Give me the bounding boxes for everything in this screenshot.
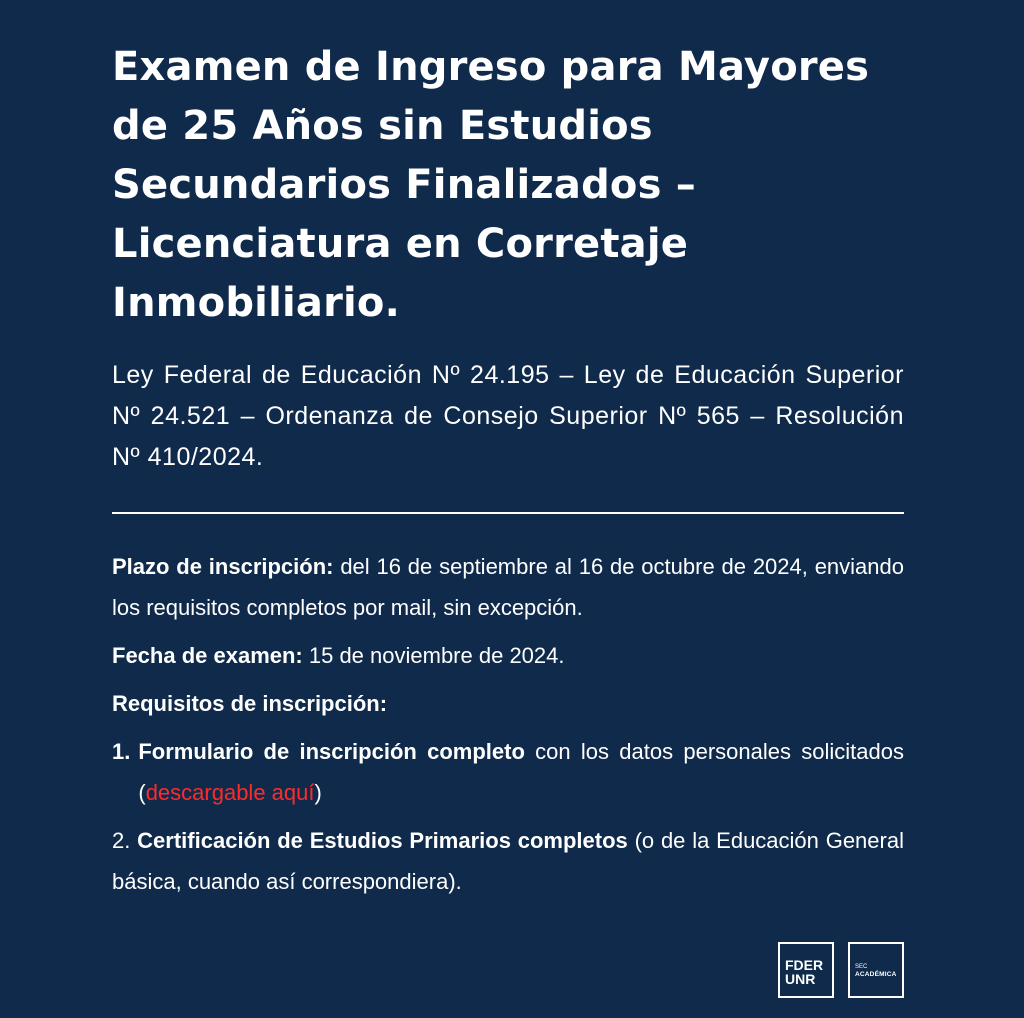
law-reference: Ley Federal de Educación Nº 24.195 – Ley de Educación Superior Nº 24.521 – Ordenanza de Consejo Superior Nº 565 – Resolución Nº 410/2024. xyxy=(112,361,904,471)
fder-logo-line1: FDER xyxy=(785,957,824,973)
fder-unr-logo xyxy=(778,942,834,998)
requirement-item-2 xyxy=(112,820,904,902)
details-section xyxy=(112,546,904,902)
requirement-bold: Certificación de Estudios Primarios completos xyxy=(137,828,628,853)
requirements-heading: Requisitos de inscripción: xyxy=(112,691,388,716)
requirement-text-end: ) xyxy=(314,780,322,805)
requirement-number: 1. xyxy=(112,739,131,764)
main-content xyxy=(112,38,904,902)
exam-date-label: Fecha de examen: xyxy=(112,643,303,668)
requirement-text: (o de la Educación General básica, cuando así correspondiera). xyxy=(112,828,904,894)
requirement-body xyxy=(138,731,904,813)
requirement-bold: Formulario de inscripción completo xyxy=(138,739,525,764)
fder-logo-line2: UNR xyxy=(785,971,816,987)
logos xyxy=(778,942,904,998)
registration-period-text: del 16 de septiembre al 16 de octubre de 2024, enviando los requisitos completos por mail, sin excepción. xyxy=(112,554,904,620)
download-link[interactable]: descargable aquí xyxy=(145,780,315,805)
requirement-text: con los datos personales solicitados ( xyxy=(138,739,904,805)
sec-logo-line1: SEC xyxy=(855,964,868,970)
page-title: Examen de Ingreso para Mayores de 25 Años sin Estudios Secundarios Finalizados – Licenciatura en Corretaje Inmobiliario. xyxy=(112,44,870,326)
divider xyxy=(112,512,904,514)
registration-period xyxy=(112,546,904,628)
registration-period-label: Plazo de inscripción: xyxy=(112,554,334,579)
requirement-item-1 xyxy=(112,731,904,813)
sec-academica-logo xyxy=(848,942,904,998)
exam-date xyxy=(112,635,904,676)
exam-date-text: 15 de noviembre de 2024. xyxy=(302,643,565,668)
requirement-number: 2. xyxy=(112,828,131,853)
sec-logo-line2: ACADÉMICA xyxy=(855,971,897,978)
